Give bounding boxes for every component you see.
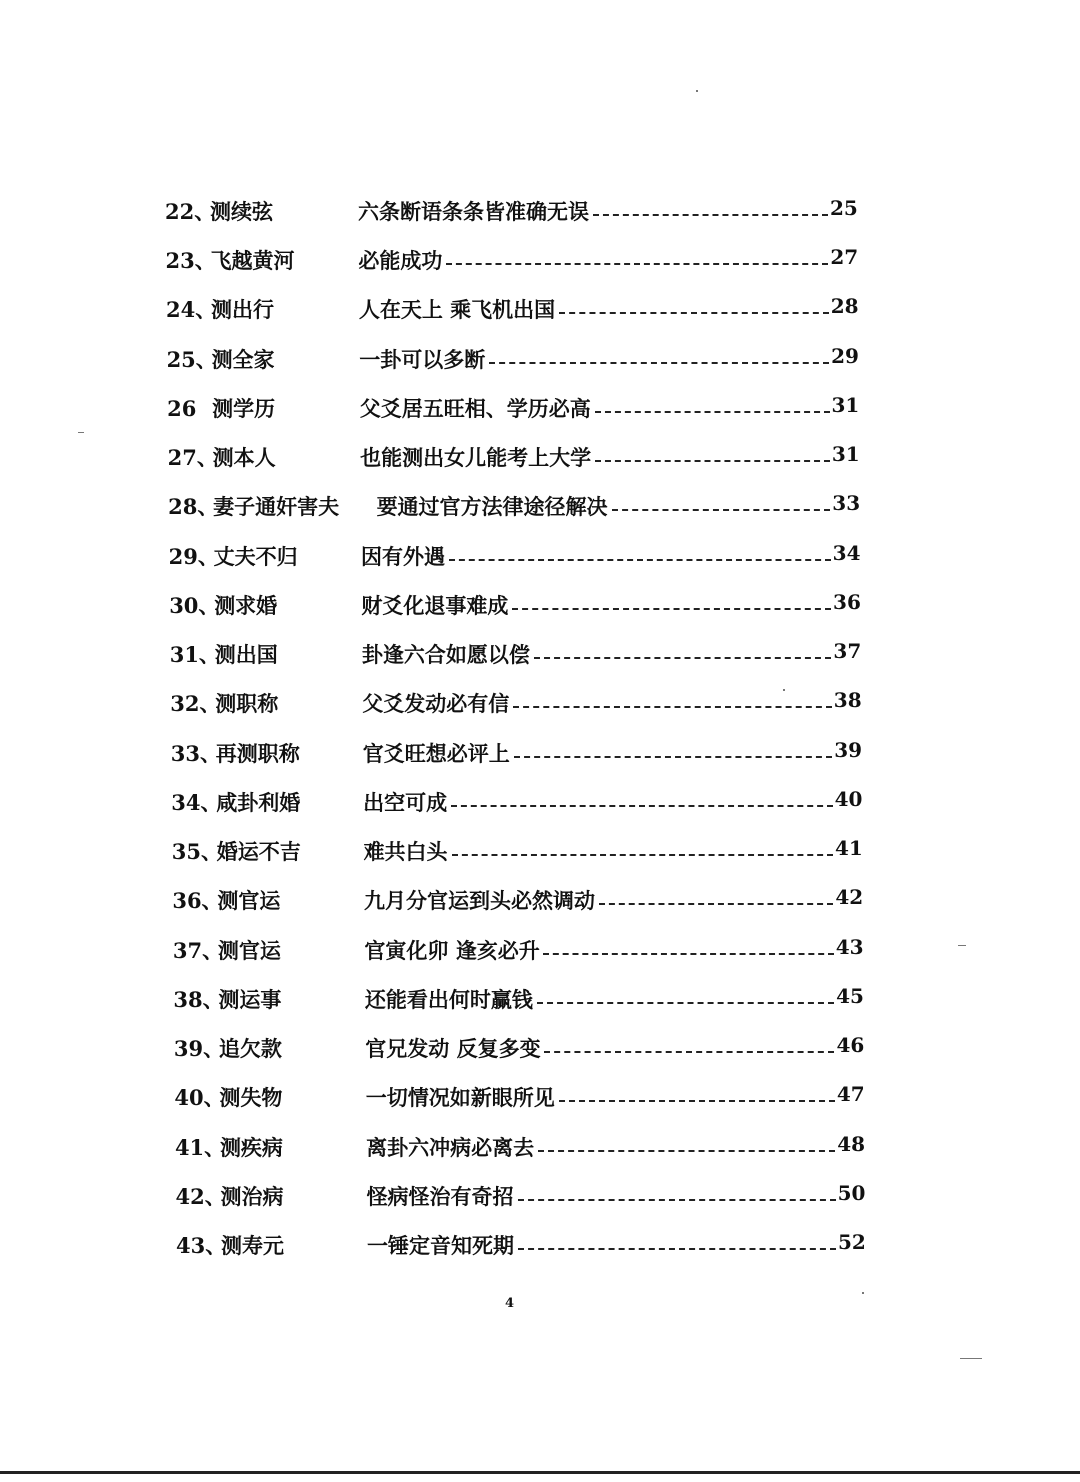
entry-description: 还能看出何时赢钱 xyxy=(364,986,533,1012)
toc-entry xyxy=(0,245,1080,285)
dot-leader xyxy=(518,1199,836,1201)
entry-title: 测官运 xyxy=(217,937,281,963)
entry-page-number: 46 xyxy=(836,1033,865,1058)
entry-page-number: 29 xyxy=(831,343,859,368)
entry-number: 34、 xyxy=(171,789,222,815)
entry-page-number: 40 xyxy=(834,786,863,811)
entry-page-number: 45 xyxy=(836,983,864,1008)
entry-page-number: 33 xyxy=(832,491,861,516)
entry-page-number: 34 xyxy=(832,540,861,565)
entry-number: 26 xyxy=(167,395,197,421)
toc-entry xyxy=(0,984,1080,1024)
entry-description: 难共白头 xyxy=(363,839,448,865)
dot-leader xyxy=(489,362,829,364)
entry-number: 41、 xyxy=(174,1134,226,1160)
toc-entry xyxy=(0,639,1080,679)
dot-leader xyxy=(595,411,830,413)
entry-description: 出空可成 xyxy=(363,789,448,815)
entry-description: 官寅化卯 逢亥必升 xyxy=(364,937,540,963)
entry-description: 一卦可以多断 xyxy=(359,346,486,372)
entry-title: 测学历 xyxy=(212,395,276,421)
toc-entry xyxy=(0,885,1080,925)
toc-entry xyxy=(0,836,1080,876)
entry-number: 43、 xyxy=(176,1233,227,1258)
entry-number: 22、 xyxy=(165,199,216,224)
entry-number: 39、 xyxy=(173,1036,225,1062)
entry-description: 要通过官方法律途径解决 xyxy=(376,494,608,520)
entry-page-number: 52 xyxy=(838,1230,866,1254)
toc-entry xyxy=(0,491,1080,531)
entry-number: 32、 xyxy=(170,691,221,717)
scan-speck xyxy=(958,945,966,946)
entry-description: 也能测出女儿能考上大学 xyxy=(360,445,592,471)
entry-page-number: 48 xyxy=(837,1131,866,1156)
toc-entry xyxy=(0,1230,1080,1270)
toc-entry xyxy=(0,1082,1080,1122)
entry-page-number: 31 xyxy=(831,442,860,467)
dot-leader xyxy=(534,657,831,659)
entry-page-number: 39 xyxy=(834,737,863,762)
entry-description: 官爻旺想必评上 xyxy=(362,740,510,766)
dot-leader xyxy=(612,509,830,511)
dot-leader xyxy=(595,460,830,462)
entry-number: 30、 xyxy=(169,592,220,618)
entry-description: 离卦六冲病必离去 xyxy=(366,1134,535,1160)
dot-leader xyxy=(449,559,831,561)
dot-leader xyxy=(599,903,833,905)
entry-title: 测寿元 xyxy=(221,1233,284,1258)
entry-number: 24、 xyxy=(166,297,217,323)
entry-number: 29、 xyxy=(168,543,219,569)
entry-title: 测疾病 xyxy=(219,1134,283,1160)
dot-leader xyxy=(518,1248,836,1250)
scan-speck xyxy=(960,1358,982,1359)
scan-speck xyxy=(78,432,84,433)
entry-description: 人在天上 乘飞机出国 xyxy=(358,297,556,323)
toc-entry xyxy=(0,196,1080,236)
entry-description: 父爻发动必有信 xyxy=(362,691,510,717)
entry-title: 测出国 xyxy=(214,642,278,668)
toc-entry xyxy=(0,590,1080,630)
entry-page-number: 28 xyxy=(830,294,859,319)
entry-description: 一切情况如新眼所见 xyxy=(365,1085,555,1111)
dot-leader xyxy=(512,608,831,610)
toc-entry xyxy=(0,393,1080,433)
entry-title: 丈夫不归 xyxy=(213,543,298,569)
entry-description: 官兄发动 反复多变 xyxy=(365,1036,541,1062)
dot-leader xyxy=(593,214,828,216)
entry-description: 因有外遇 xyxy=(361,543,445,569)
entry-description: 九月分官运到头必然调动 xyxy=(364,888,595,914)
entry-number: 23、 xyxy=(165,248,216,274)
toc-entry xyxy=(0,738,1080,778)
toc-entry xyxy=(0,688,1080,728)
dot-leader xyxy=(452,854,833,856)
entry-number: 37、 xyxy=(172,937,224,963)
dot-leader xyxy=(513,706,832,708)
entry-page-number: 25 xyxy=(830,196,858,220)
dot-leader xyxy=(543,953,834,955)
entry-page-number: 41 xyxy=(834,836,863,861)
entry-page-number: 27 xyxy=(830,245,859,270)
entry-number: 42、 xyxy=(175,1183,226,1209)
entry-page-number: 43 xyxy=(835,934,864,959)
entry-title: 追欠款 xyxy=(218,1036,282,1062)
scan-speck xyxy=(862,1292,864,1294)
dot-leader xyxy=(451,805,833,807)
entry-title: 测官运 xyxy=(217,888,281,914)
entry-number: 40、 xyxy=(174,1085,225,1111)
entry-page-number: 37 xyxy=(833,639,862,664)
entry-description: 父爻居五旺相、学历必高 xyxy=(359,395,591,421)
toc-entry xyxy=(0,1181,1080,1221)
toc-entry xyxy=(0,294,1080,334)
dot-leader xyxy=(544,1051,834,1053)
toc-entry xyxy=(0,1132,1080,1172)
entry-description: 怪病怪治有奇招 xyxy=(366,1183,514,1209)
scan-speck xyxy=(696,90,698,92)
dot-leader xyxy=(514,756,832,758)
toc-entry xyxy=(0,541,1080,581)
entry-page-number: 31 xyxy=(831,392,860,417)
toc-entry xyxy=(0,344,1080,384)
entry-title: 测求婚 xyxy=(214,592,278,618)
entry-page-number: 47 xyxy=(836,1082,865,1107)
page-number: 4 xyxy=(505,1296,515,1311)
entry-title: 测职称 xyxy=(215,691,279,717)
entry-description: 六条断语条条皆准确无误 xyxy=(358,199,589,224)
entry-description: 一锤定音知死期 xyxy=(367,1233,514,1258)
dot-leader xyxy=(559,1100,835,1102)
bottom-rule xyxy=(0,1471,1080,1474)
entry-number: 33、 xyxy=(170,740,221,766)
toc-entry xyxy=(0,787,1080,827)
entry-title: 测失物 xyxy=(219,1085,283,1111)
entry-page-number: 42 xyxy=(835,885,864,910)
scan-speck xyxy=(783,689,785,691)
entry-title: 妻子通奸害夫 xyxy=(213,494,340,520)
dot-leader xyxy=(538,1150,835,1152)
toc-entry xyxy=(0,935,1080,975)
entry-number: 27、 xyxy=(167,445,218,471)
entry-description: 卦逢六合如愿以偿 xyxy=(361,642,530,668)
toc-entry xyxy=(0,442,1080,482)
dot-leader xyxy=(446,263,828,265)
entry-title: 测续弦 xyxy=(210,199,273,224)
entry-title: 测运事 xyxy=(218,986,282,1012)
entry-title: 测全家 xyxy=(211,346,275,372)
dot-leader xyxy=(559,312,829,314)
dot-leader xyxy=(537,1002,834,1004)
entry-title: 婚运不吉 xyxy=(216,839,301,865)
entry-number: 36、 xyxy=(172,888,223,914)
entry-title: 咸卦利婚 xyxy=(216,789,301,815)
entry-page-number: 36 xyxy=(833,589,861,614)
entry-number: 38、 xyxy=(173,986,224,1012)
entry-page-number: 50 xyxy=(837,1180,866,1205)
entry-title: 再测职称 xyxy=(215,740,300,766)
entry-description: 财爻化退事难成 xyxy=(361,592,509,618)
entry-description: 必能成功 xyxy=(358,248,443,274)
entry-title: 测治病 xyxy=(220,1183,284,1209)
toc-entry xyxy=(0,1033,1080,1073)
entry-title: 飞越黄河 xyxy=(210,248,295,274)
entry-page-number: 38 xyxy=(833,688,862,713)
entry-number: 25、 xyxy=(166,346,217,372)
entry-title: 测出行 xyxy=(211,297,275,323)
entry-number: 28、 xyxy=(168,494,219,520)
entry-title: 测本人 xyxy=(212,445,276,471)
entry-number: 35、 xyxy=(171,839,223,865)
entry-number: 31、 xyxy=(169,642,220,668)
